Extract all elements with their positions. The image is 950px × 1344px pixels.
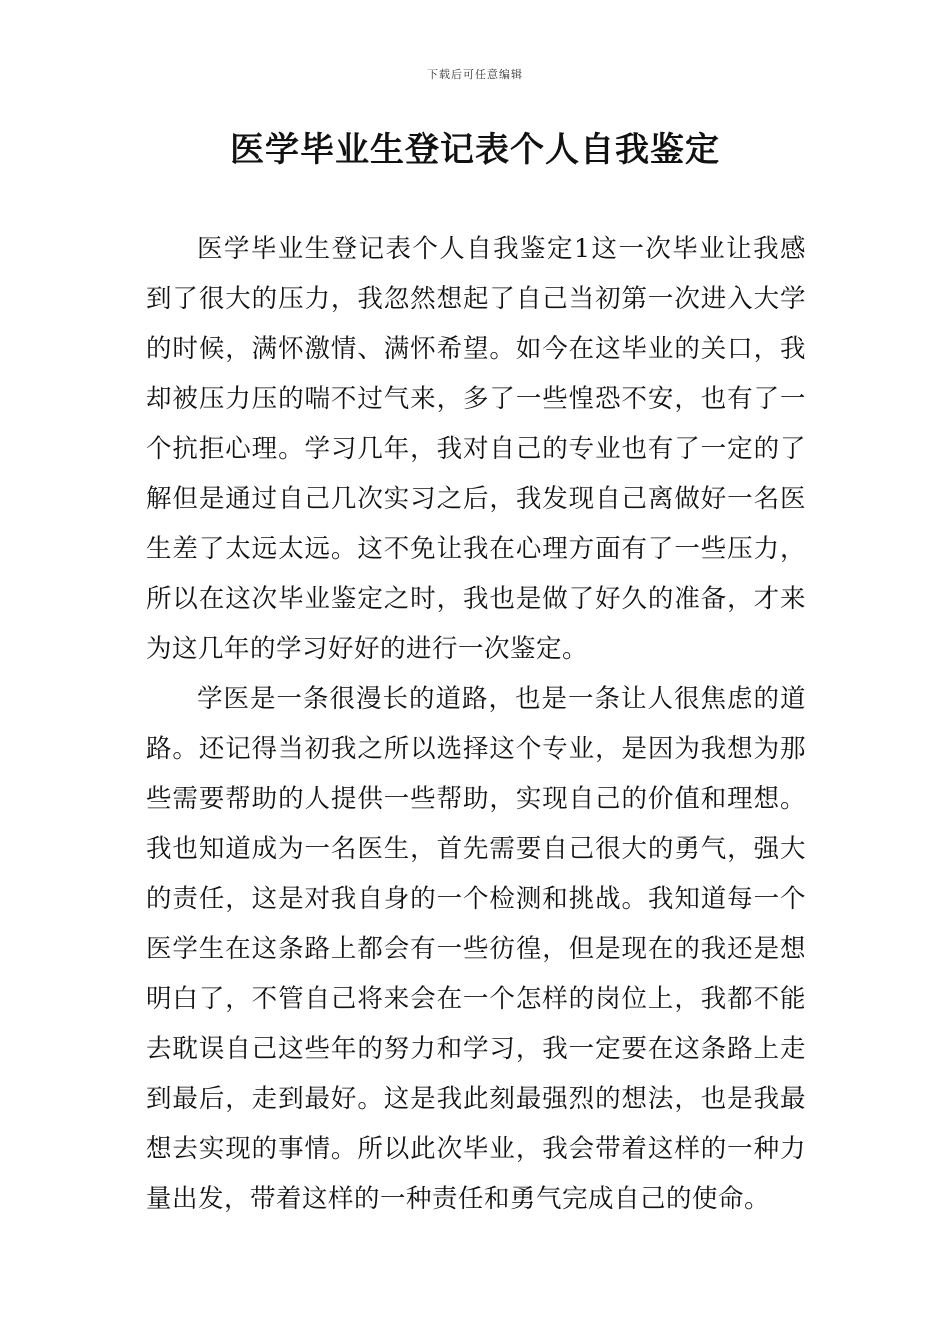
document-title: 医学毕业生登记表个人自我鉴定 [230, 130, 720, 170]
header-note: 下载后可任意编辑 [427, 68, 523, 81]
paragraph-1: 医学毕业生登记表个人自我鉴定1这一次毕业让我感到了很大的压力，我忽然想起了自己当初第一次进入大学的时候，满怀激情、满怀希望。如今在这毕业的关口，我却被压力压的喘不过气来，多了一些惶恐不安，也有了一个抗拒心理。学习几年，我对自己的专业也有了一定的了解但是通过自己几次实习之后，我发现自己离做好一名医生差了太远太远。这不免让我在心理方面有了一些压力，所以在这次毕业鉴定之时，我也是做了好久的准备，才来为这几年的学习好好的进行一次鉴定。 [146, 234, 806, 664]
paragraph-2: 学医是一条很漫长的道路，也是一条让人很焦虑的道路。还记得当初我之所以选择这个专业，是因为我想为那些需要帮助的人提供一些帮助，实现自己的价值和理想。我也知道成为一名医生，首先需要自己很大的勇气，强大的责任，这是对我自身的一个检测和挑战。我知道每一个医学生在这条路上都会有一些彷徨，但是现在的我还是想明白了，不管自己将来会在一个怎样的岗位上，我都不能去耽误自己这些年的努力和学习，我一定要在这条路上走到最后，走到最好。这是我此刻最强烈的想法，也是我最想去实现的事情。所以此次毕业，我会带着这样的一种力量出发，带着这样的一种责任和勇气完成自己的使命。 [146, 684, 806, 1214]
document-body [146, 224, 806, 1224]
